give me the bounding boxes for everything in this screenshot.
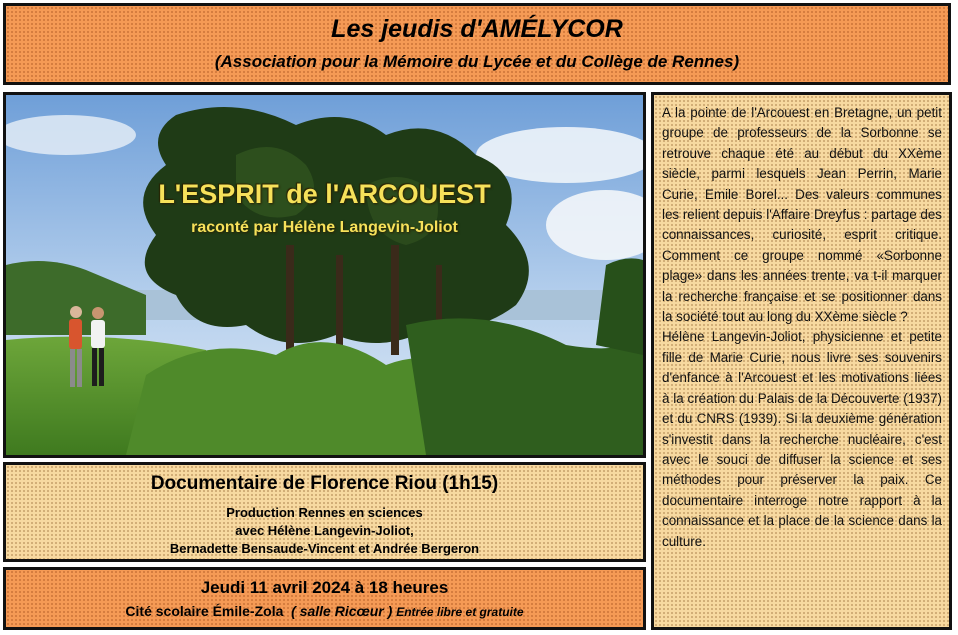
header-banner — [3, 3, 951, 85]
event-venue: Cité scolaire Émile-Zola — [125, 603, 284, 619]
documentary-box — [3, 462, 646, 562]
poster-photo — [3, 92, 646, 458]
description-paragraph-2: Hélène Langevin-Joliot, physicienne et petite fille de Marie Curie, nous livre ses souvenirs d'enfance à l'Arcouest et les motivations liées à la création du Palais de la Découverte (1937) et du CNRS (1939). Si la deuxième génération s'investit dans la recherche nucléaire, c'est avec le souci de diffuser la science et ses méthodes pour préserver la paix. Ce documentaire interroge notre rapport à la connaissance et la place de la science dans la culture. — [662, 329, 942, 549]
participants-line-1: avec Hélène Langevin-Joliot, — [235, 523, 414, 538]
participants-line-2: Bernadette Bensaude-Vincent et Andrée Bergeron — [169, 541, 480, 556]
event-room: ( salle Ricœur ) — [291, 603, 393, 619]
event-location — [6, 603, 643, 619]
header-title: Les jeudis d'AMÉLYCOR — [331, 15, 623, 43]
header-subtitle: (Association pour la Mémoire du Lycée et du Collège de Rennes) — [214, 52, 740, 71]
poster-subtitle: raconté par Hélène Langevin-Joliot — [191, 219, 458, 236]
documentary-title: Documentaire de Florence Riou (1h15) — [150, 473, 499, 494]
poster-title: L'ESPRIT de l'ARCOUEST — [158, 179, 491, 209]
event-box — [3, 567, 646, 630]
description-box — [651, 92, 952, 630]
event-date: Jeudi 11 avril 2024 à 18 heures — [200, 578, 449, 597]
production-line: Production Rennes en sciences — [226, 505, 423, 520]
description-paragraph-1: A la pointe de l'Arcouest en Bretagne, un petit groupe de professeurs de la Sorbonne se retrouve chaque été au début du XXème siècle, parmi lesquels Jean Perrin, Marie Curie, Emile Borel... Des valeurs communes les relient depuis l'Affaire Dreyfus : partage des connaissances, curiosité, esprit critique. Comment ce groupe nommé «Sorbonne plage» dans les années trente, va t-il marquer la recherche française et se positionner dans la société tout au long du XXème siècle ? — [662, 105, 942, 325]
event-entry: Entrée libre et gratuite — [396, 605, 524, 619]
landscape-illustration — [6, 95, 643, 455]
